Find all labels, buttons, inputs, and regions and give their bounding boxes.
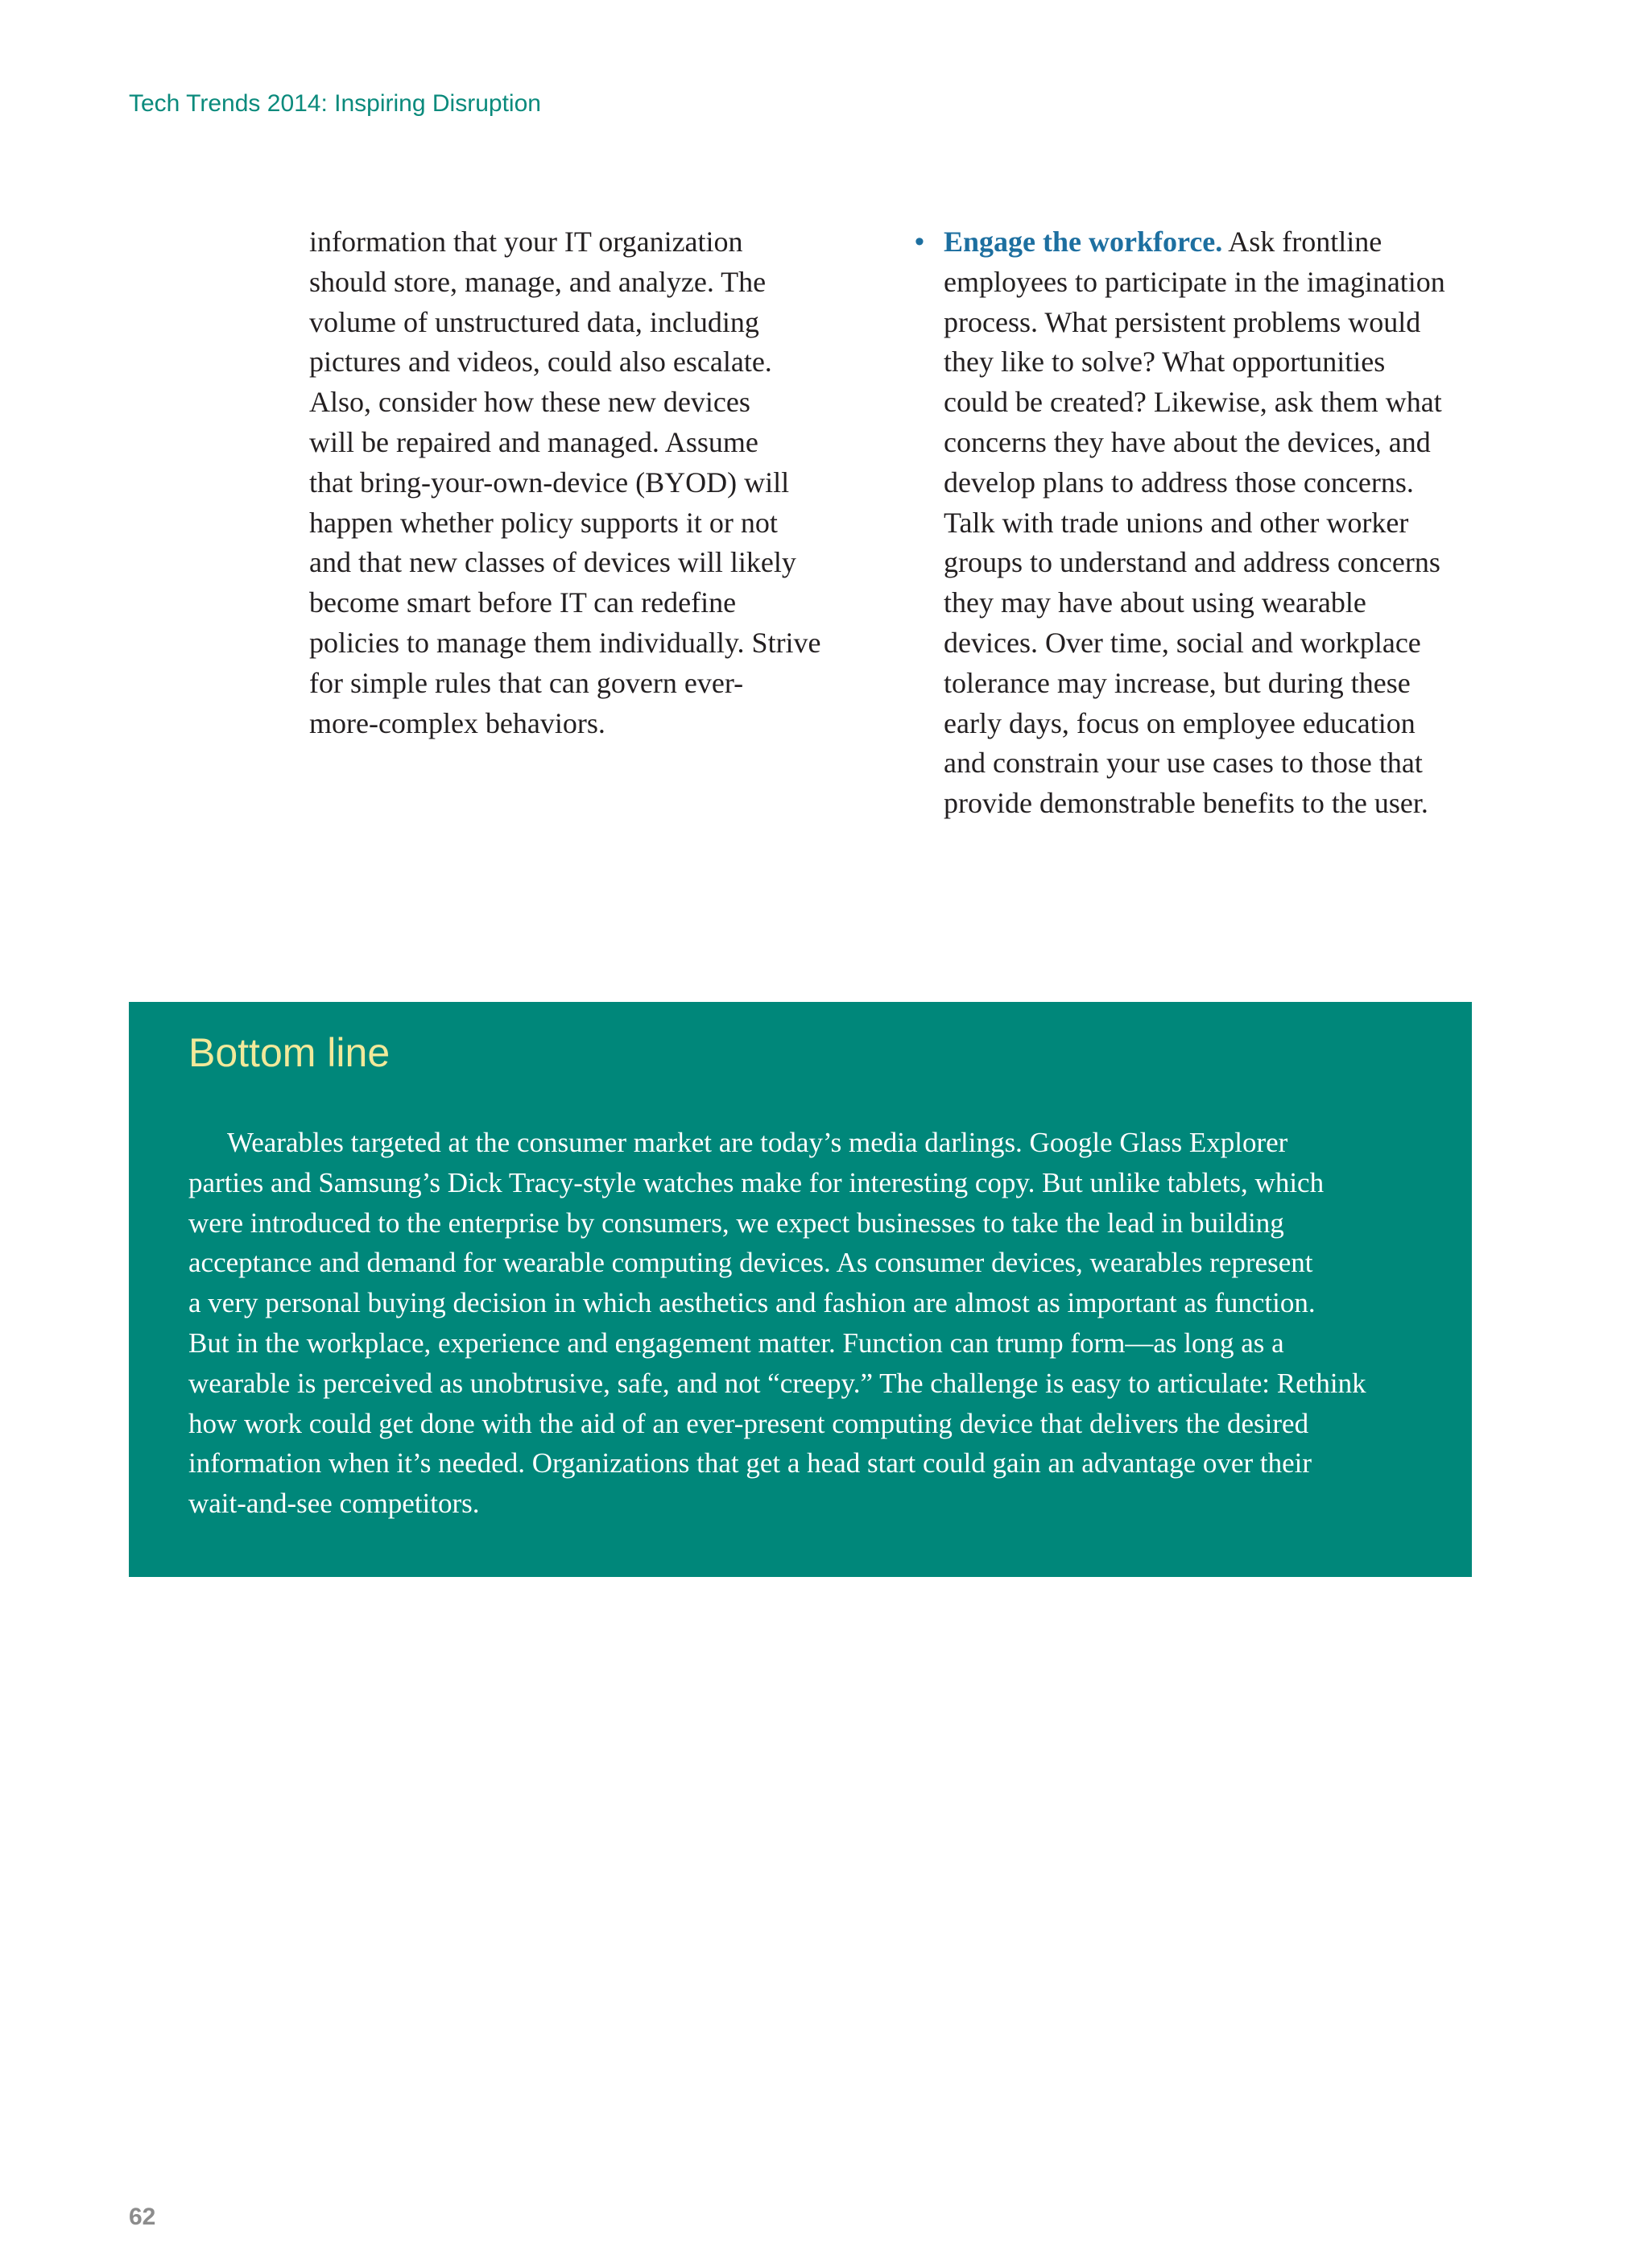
right-line: develop plans to address those concerns. (944, 466, 1414, 499)
right-line: early days, focus on employee education (944, 706, 1415, 739)
right-first-line-rest: Ask frontline (1222, 226, 1382, 258)
left-column-text (309, 222, 857, 743)
right-line: groups to understand and address concerns (944, 546, 1440, 579)
bottom-line-line: But in the workplace, experience and engagement matter. Function can trump form—as long as a (188, 1326, 1284, 1359)
bottom-line-body (188, 1123, 1444, 1524)
right-line: they may have about using wearable (944, 586, 1366, 619)
bullet-icon: • (915, 226, 924, 257)
left-line: pictures and videos, could also escalate. (309, 346, 772, 379)
page-number: 62 (129, 2204, 156, 2230)
left-line: happen whether policy supports it or not (309, 506, 778, 539)
bottom-line-line: information when it’s needed. Organizations that get a head start could gain an advantage over their (188, 1447, 1312, 1480)
right-line: tolerance may increase, but during these (944, 666, 1411, 699)
left-line: information that your IT organization (309, 226, 743, 258)
running-header-title: Tech Trends 2014: Inspiring Disruption (129, 90, 541, 117)
left-line: become smart before IT can redefine (309, 586, 737, 619)
bottom-line-line: wait-and-see competitors. (188, 1488, 480, 1520)
left-line: Also, consider how these new devices (309, 386, 750, 419)
right-line: process. What persistent problems would (944, 305, 1421, 338)
bottom-line-line: how work could get done with the aid of an ever-present computing device that delivers the desired (188, 1407, 1309, 1439)
left-line: and that new classes of devices will likely (309, 546, 796, 579)
right-column-text (915, 222, 1478, 824)
bottom-line-line: were introduced to the enterprise by consumers, we expect businesses to take the lead in building (188, 1206, 1284, 1239)
right-line: devices. Over time, social and workplace (944, 626, 1421, 659)
bullet-lead-in: Engage the workforce. (944, 226, 1223, 258)
left-line: that bring-your-own-device (BYOD) will (309, 466, 790, 499)
left-line: volume of unstructured data, including (309, 305, 759, 338)
right-line: employees to participate in the imagination (944, 265, 1445, 298)
left-line: for simple rules that can govern ever- (309, 666, 744, 699)
bottom-line-line: acceptance and demand for wearable computing devices. As consumer devices, wearables represent (188, 1247, 1313, 1279)
bottom-line-line: a very personal buying decision in which aesthetics and fashion are almost as important as function. (188, 1287, 1316, 1319)
right-first-line (944, 222, 1478, 263)
right-line: and constrain your use cases to those that (944, 747, 1423, 780)
right-line: concerns they have about the devices, and (944, 425, 1431, 458)
bottom-line-title: Bottom line (188, 1030, 391, 1075)
left-line: more-complex behaviors. (309, 706, 605, 739)
right-line: Talk with trade unions and other worker (944, 506, 1409, 539)
right-line: could be created? Likewise, ask them what (944, 386, 1442, 419)
bullet-item-engage-workforce (915, 222, 1478, 824)
bottom-line-line: wearable is perceived as unobtrusive, safe, and not “creepy.” The challenge is easy to articulate: Rethink (188, 1367, 1366, 1399)
right-line: they like to solve? What opportunities (944, 346, 1386, 379)
left-line: should store, manage, and analyze. The (309, 265, 767, 298)
bottom-line-callout-box (129, 1002, 1472, 1577)
right-line: provide demonstrable benefits to the user. (944, 787, 1428, 820)
bottom-line-line: Wearables targeted at the consumer market are today’s media darlings. Google Glass Explorer (227, 1127, 1288, 1158)
bottom-line-line: parties and Samsung’s Dick Tracy-style watches make for interesting copy. But unlike tablets, which (188, 1166, 1325, 1198)
left-line: will be repaired and managed. Assume (309, 425, 758, 458)
left-line: policies to manage them individually. Strive (309, 626, 821, 659)
